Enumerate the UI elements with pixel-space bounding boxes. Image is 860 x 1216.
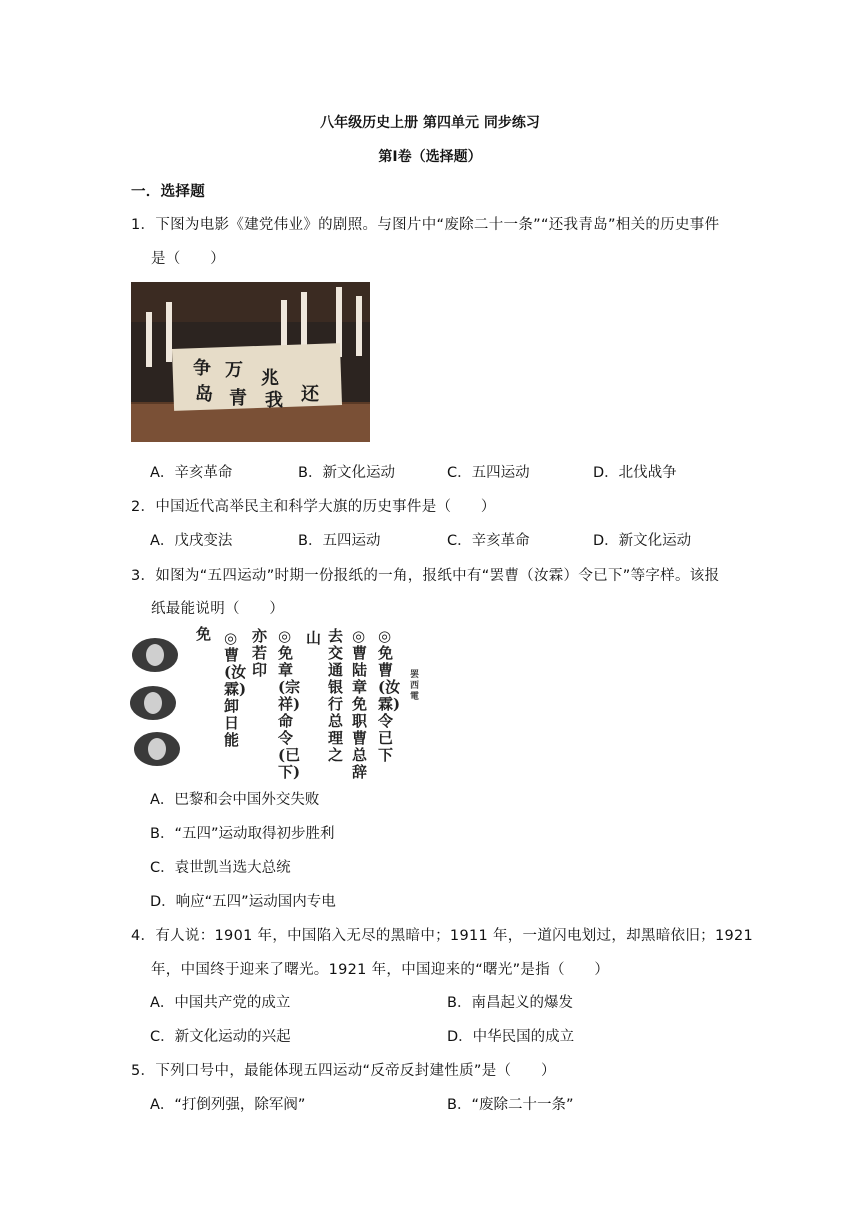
q3-option-b[interactable]: B．“五四”运动取得初步胜利: [150, 826, 335, 842]
question-1-text-cont: 是（ ）: [151, 251, 225, 267]
newspaper-column: 亦若印: [252, 627, 268, 679]
q3-option-a[interactable]: A．巴黎和会中国外交失败: [150, 792, 320, 808]
portrait-image: [130, 686, 176, 720]
q5-option-a[interactable]: A．“打倒列强，除军阀”: [150, 1097, 306, 1113]
question-3-newspaper-clipping: [128, 624, 433, 781]
q1-option-c[interactable]: C．五四运动: [447, 465, 530, 481]
q5-option-b[interactable]: B．“废除二十一条”: [447, 1097, 574, 1113]
question-4-text-cont: 年，中国终于迎来了曙光。1921 年，中国迎来的“曙光”是指（ ）: [151, 962, 610, 978]
newspaper-column: 山: [306, 629, 322, 647]
section-subtitle: 第Ⅰ卷（选择题）: [378, 149, 482, 165]
newspaper-column: ◎曹陆章免职曹总辞: [352, 627, 368, 781]
banner-char: 还: [301, 384, 319, 405]
banner-char: 我: [265, 390, 283, 411]
q4-option-b[interactable]: B．南昌起义的爆发: [447, 995, 573, 1011]
newspaper-column: 免: [196, 625, 212, 643]
banner-char: 万: [225, 360, 243, 381]
question-1-photo: [131, 282, 370, 442]
newspaper-column: ◎曹(汝霖)卸日能: [224, 629, 247, 749]
question-3-text: 3．如图为“五四运动”时期一份报纸的一角，报纸中有“罢曹（汝霖）令已下”等字样。该报: [131, 568, 720, 584]
question-4-text: 4．有人说：1901 年，中国陷入无尽的黑暗中；1911 年，一道闪电划过，却黑暗依旧；1921: [131, 928, 754, 944]
q4-option-a[interactable]: A．中国共产党的成立: [150, 995, 291, 1011]
banner-char: 岛: [195, 384, 213, 405]
question-2-text: 2．中国近代高举民主和科学大旗的历史事件是（ ）: [131, 499, 496, 515]
q3-option-d[interactable]: D．响应“五四”运动国内专电: [150, 894, 336, 910]
newspaper-column: ◎免章(宗祥)命令(已下): [278, 627, 301, 781]
q2-option-c[interactable]: C．辛亥革命: [447, 533, 530, 549]
question-5-text: 5．下列口号中，最能体现五四运动“反帝反封建性质”是（ ）: [131, 1063, 556, 1079]
question-1-text: 1．下图为电影《建党伟业》的剧照。与图片中“废除二十一条”“还我青岛”相关的历史事件: [131, 217, 720, 233]
banner-char: 青: [229, 388, 247, 409]
q1-option-b[interactable]: B．新文化运动: [298, 465, 395, 481]
section-heading: 一．选择题: [131, 184, 205, 200]
newspaper-column: 去交通银行总理之: [328, 627, 344, 764]
banner-char: 争: [193, 358, 211, 379]
newspaper-column: 罢西電: [410, 670, 420, 702]
q1-option-a[interactable]: A．辛亥革命: [150, 465, 233, 481]
document-title: 八年级历史上册 第四单元 同步练习: [320, 115, 540, 131]
question-3-text-cont: 纸最能说明（ ）: [151, 601, 285, 617]
q3-option-c[interactable]: C．袁世凯当选大总统: [150, 860, 291, 876]
q1-option-d[interactable]: D．北伐战争: [593, 465, 677, 481]
q2-option-b[interactable]: B．五四运动: [298, 533, 381, 549]
q2-option-a[interactable]: A．戊戌变法: [150, 533, 233, 549]
portrait-image: [134, 732, 180, 766]
q2-option-d[interactable]: D．新文化运动: [593, 533, 692, 549]
portrait-image: [132, 638, 178, 672]
q4-option-d[interactable]: D．中华民国的成立: [447, 1029, 575, 1045]
newspaper-column: ◎免曹(汝霖)令已下: [378, 627, 401, 764]
banner-char: 兆: [261, 368, 279, 389]
q4-option-c[interactable]: C．新文化运动的兴起: [150, 1029, 291, 1045]
